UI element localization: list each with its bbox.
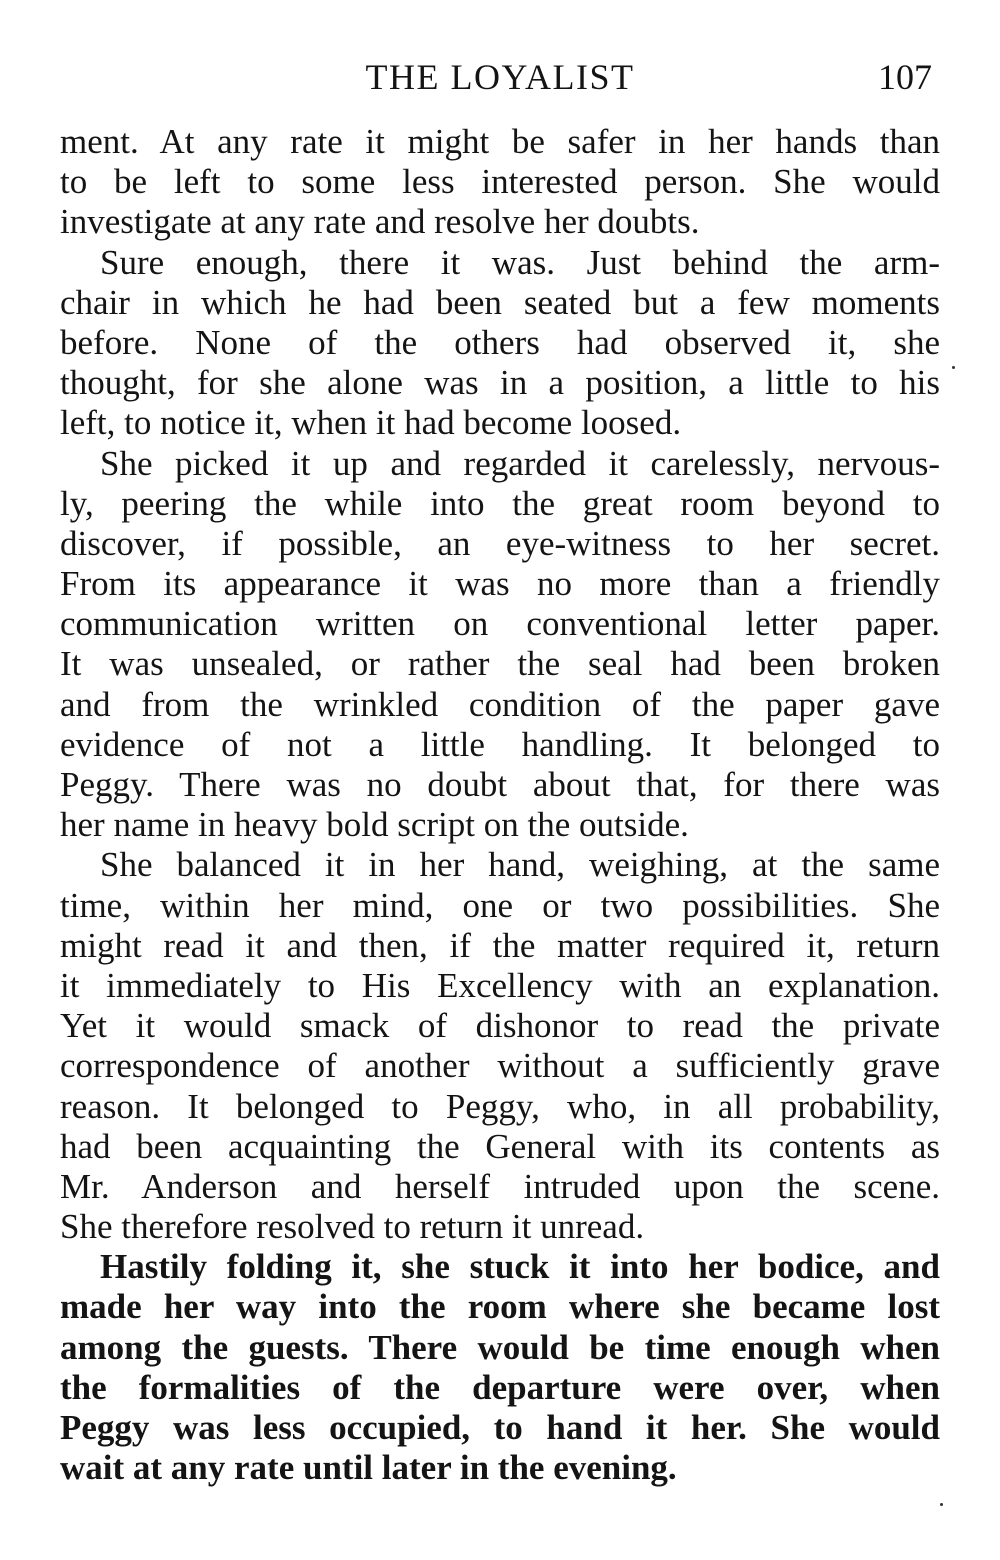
text-line: and from the wrinkled condition of the paper gave: [60, 684, 940, 724]
text-line: She balanced it in her hand, weighing, at the same: [100, 845, 940, 885]
text-line: Yet it would smack of dishonor to read the private: [60, 1006, 940, 1046]
text-line: Peggy was less occupied, to hand it her. She would: [60, 1408, 940, 1447]
text-line: Hastily folding it, she stuck it into her bodice, and: [100, 1247, 940, 1287]
text-line: among the guests. There would be time enough when: [60, 1327, 940, 1367]
text-line: reason. It belonged to Peggy, who, in all probability,: [60, 1086, 940, 1126]
print-speck: [952, 366, 955, 369]
text-line: made her way into the room where she became lost: [60, 1287, 940, 1327]
text-line: ment. At any rate it might be safer in her hands than: [60, 122, 940, 161]
text-line: investigate at any rate and resolve her doubts.: [60, 202, 700, 242]
text-line: her name in heavy bold script on the outside.: [60, 805, 689, 845]
paragraph: [60, 444, 940, 846]
running-head: [60, 52, 940, 102]
text-line: had been acquainting the General with its contents as: [60, 1126, 940, 1166]
text-line: time, within her mind, one or two possibilities. She: [60, 885, 940, 925]
text-line: discover, if possible, an eye-witness to her secret.: [60, 523, 940, 563]
text-line: chair in which he had been seated but a few moments: [60, 282, 940, 322]
text-line: correspondence of another without a sufficiently grave: [60, 1046, 940, 1086]
body-text: [60, 122, 940, 1488]
paragraph: [60, 243, 940, 444]
text-line: She therefore resolved to return it unread.: [60, 1207, 645, 1247]
text-line: evidence of not a little handling. It belonged to: [60, 724, 940, 764]
text-line: the formalities of the departure were over, when: [60, 1367, 940, 1407]
text-line: left, to notice it, when it had become loosed.: [60, 403, 682, 443]
text-line: before. None of the others had observed it, she: [60, 322, 940, 362]
paragraph: [60, 1247, 940, 1488]
text-line: wait at any rate until later in the evening.: [60, 1448, 677, 1488]
text-line: thought, for she alone was in a position, a little to his: [60, 363, 940, 403]
running-title: THE LOYALIST: [365, 57, 635, 97]
text-line: it immediately to His Excellency with an explanation.: [60, 965, 940, 1005]
print-speck: [940, 1503, 943, 1506]
text-line: She picked it up and regarded it carelessly, nervous-: [100, 443, 940, 483]
text-line: ly, peering the while into the great room beyond to: [60, 483, 940, 523]
text-line: It was unsealed, or rather the seal had been broken: [60, 644, 940, 684]
text-line: Sure enough, there it was. Just behind the arm-: [100, 242, 940, 282]
text-line: Peggy. There was no doubt about that, for there was: [60, 765, 940, 804]
text-line: to be left to some less interested person. She would: [60, 162, 940, 202]
paragraph: [60, 845, 940, 1247]
page-number: 107: [878, 57, 932, 97]
text-line: Mr. Anderson and herself intruded upon the scene.: [60, 1166, 940, 1206]
text-line: From its appearance it was no more than a friendly: [60, 564, 940, 604]
text-line: might read it and then, if the matter required it, return: [60, 925, 940, 965]
text-line: communication written on conventional letter paper.: [60, 604, 940, 644]
paragraph: [60, 122, 940, 243]
